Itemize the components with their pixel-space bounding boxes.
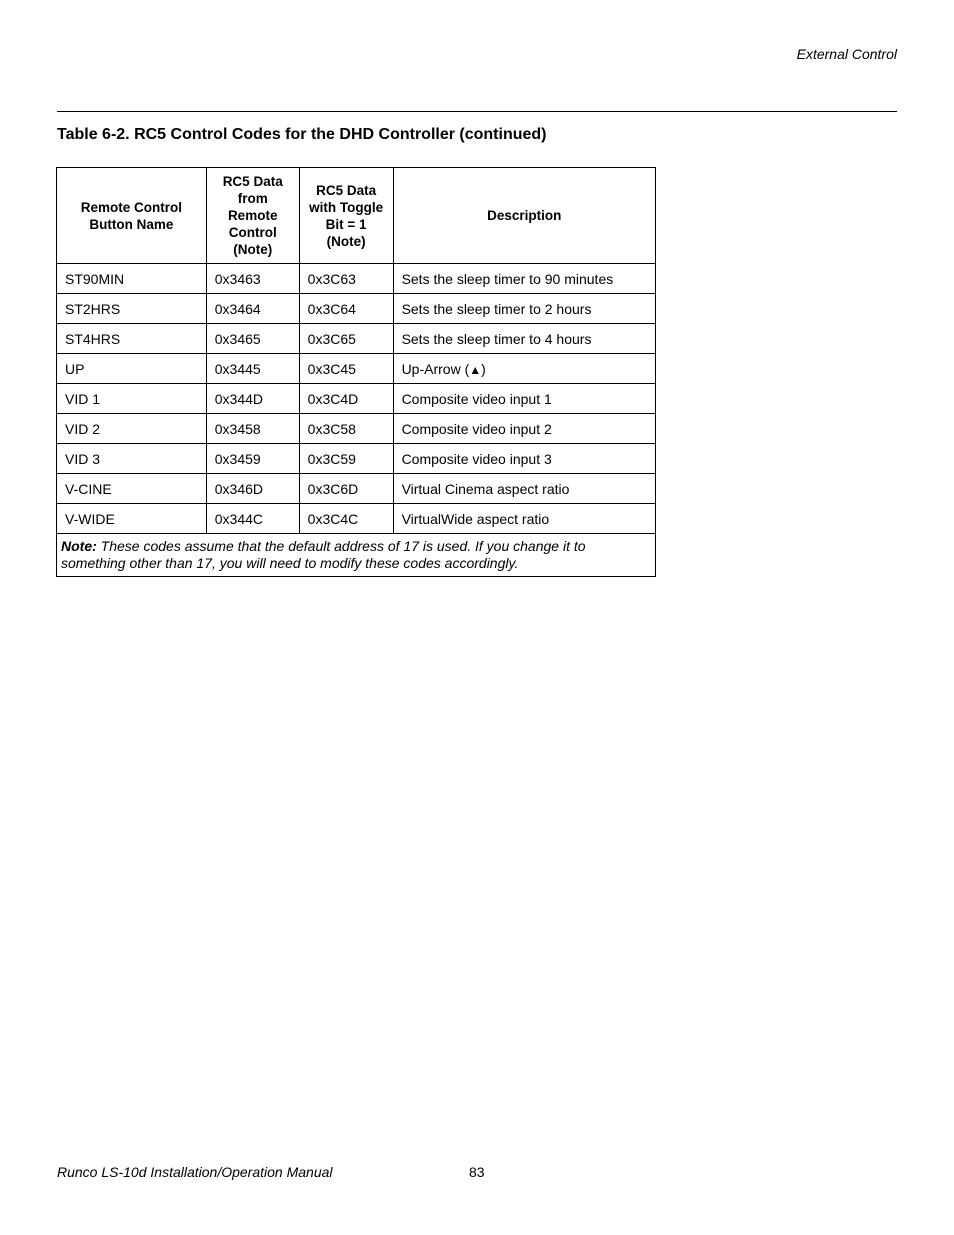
cell-rc5-data: 0x344C [206, 504, 299, 534]
cell-button-name: VID 1 [57, 384, 207, 414]
cell-button-name: VID 3 [57, 444, 207, 474]
cell-rc5-toggle: 0x3C63 [299, 264, 393, 294]
cell-rc5-toggle: 0x3C59 [299, 444, 393, 474]
cell-rc5-toggle: 0x3C4C [299, 504, 393, 534]
col-header-button-name: Remote Control Button Name [57, 168, 207, 264]
col-header-rc5-data: RC5 Data from Remote Control (Note) [206, 168, 299, 264]
cell-rc5-data: 0x3458 [206, 414, 299, 444]
cell-description: Composite video input 2 [393, 414, 655, 444]
cell-button-name: ST90MIN [57, 264, 207, 294]
cell-rc5-data: 0x3465 [206, 324, 299, 354]
table-row [57, 324, 656, 354]
table-row [57, 264, 656, 294]
cell-rc5-toggle: 0x3C64 [299, 294, 393, 324]
header-rule [57, 111, 897, 112]
cell-description: Sets the sleep timer to 90 minutes [393, 264, 655, 294]
cell-button-name: V-WIDE [57, 504, 207, 534]
cell-button-name: ST2HRS [57, 294, 207, 324]
cell-rc5-data: 0x3463 [206, 264, 299, 294]
table-row [57, 414, 656, 444]
note-label: Note: [61, 538, 97, 554]
col-header-description: Description [393, 168, 655, 264]
up-arrow-label: Up-Arrow ( [401, 360, 470, 377]
note-text: These codes assume that the default address of 17 is used. If you change it to something other than 17, you will need to modify these codes accordingly. [61, 538, 586, 571]
table-note-row [57, 534, 656, 577]
rc5-codes-table [56, 167, 656, 577]
table-row [57, 384, 656, 414]
cell-rc5-data: 0x3464 [206, 294, 299, 324]
table-row [57, 294, 656, 324]
cell-rc5-data: 0x344D [206, 384, 299, 414]
cell-button-name: ST4HRS [57, 324, 207, 354]
cell-description: VirtualWide aspect ratio [393, 504, 655, 534]
up-arrow-icon: ▲ [469, 362, 482, 377]
footer-manual-title: Runco LS-10d Installation/Operation Manual [57, 1164, 333, 1180]
col-header-rc5-toggle: RC5 Data with Toggle Bit = 1 (Note) [299, 168, 393, 264]
table-row [57, 474, 656, 504]
page-number: 83 [469, 1164, 485, 1180]
cell-rc5-toggle: 0x3C6D [299, 474, 393, 504]
cell-rc5-toggle: 0x3C4D [299, 384, 393, 414]
cell-button-name: UP [57, 354, 207, 384]
up-arrow-close: ) [481, 360, 486, 377]
cell-button-name: V-CINE [57, 474, 207, 504]
cell-button-name: VID 2 [57, 414, 207, 444]
cell-description: Composite video input 1 [393, 384, 655, 414]
cell-description: Sets the sleep timer to 2 hours [393, 294, 655, 324]
table-header-row [57, 168, 656, 264]
table-title: Table 6-2. RC5 Control Codes for the DHD Controller (continued) [57, 126, 547, 143]
table-row [57, 504, 656, 534]
cell-rc5-toggle: 0x3C45 [299, 354, 393, 384]
cell-rc5-toggle: 0x3C65 [299, 324, 393, 354]
table-note [57, 534, 656, 577]
cell-rc5-data: 0x3459 [206, 444, 299, 474]
cell-rc5-data: 0x3445 [206, 354, 299, 384]
table-row [57, 354, 656, 384]
running-header: External Control [796, 46, 897, 62]
cell-description: Composite video input 3 [393, 444, 655, 474]
cell-rc5-toggle: 0x3C58 [299, 414, 393, 444]
cell-description: Virtual Cinema aspect ratio [393, 474, 655, 504]
cell-description [393, 354, 655, 384]
cell-description: Sets the sleep timer to 4 hours [393, 324, 655, 354]
cell-rc5-data: 0x346D [206, 474, 299, 504]
table-row [57, 444, 656, 474]
